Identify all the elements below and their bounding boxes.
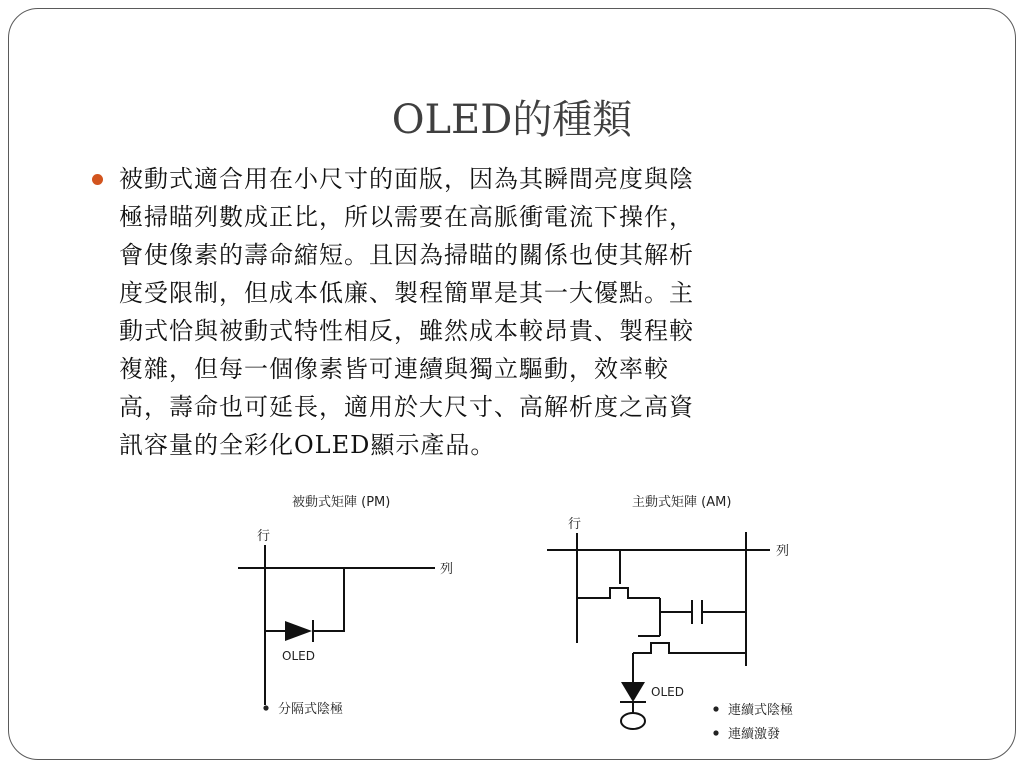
- am-note: 連續激發: [728, 727, 781, 742]
- am-oled-diode-icon: [621, 682, 645, 702]
- pm-title: 被動式矩陣 (PM): [292, 495, 391, 510]
- bullet-paragraph: [119, 160, 909, 464]
- bullet-line: 複雜，但每一個像素皆可連續與獨立驅動，效率較: [119, 355, 669, 383]
- pm-note: 分隔式陰極: [278, 702, 344, 717]
- bullet-line: 動式恰與被動式特性相反，雖然成本較昂貴、製程較: [119, 317, 694, 345]
- bullet-line: 訊容量的全彩化OLED顯示產品。: [119, 431, 496, 459]
- bullet-line: 會使像素的壽命縮短。且因為掃瞄的關係也使其解析: [119, 241, 694, 269]
- am-oled-label: OLED: [651, 685, 684, 699]
- pm-wire: [312, 568, 344, 631]
- am-cathode-icon: [621, 713, 645, 729]
- am-title: 主動式矩陣 (AM): [632, 495, 732, 510]
- am-drive-transistor: [633, 643, 746, 653]
- am-note-bullet-icon: [713, 706, 718, 711]
- am-note-bullet-icon: [713, 730, 718, 735]
- pm-row-label: 行: [257, 529, 271, 544]
- am-switch-transistor: [577, 588, 660, 598]
- am-row-label: 行: [568, 517, 582, 532]
- am-note: 連續式陰極: [728, 703, 794, 718]
- bullet-line: 被動式適合用在小尺寸的面版，因為其瞬間亮度與陰: [119, 165, 694, 193]
- matrix-diagram-svg: [230, 488, 827, 752]
- bullet-line: 極掃瞄列數成正比，所以需要在高脈衝電流下操作，: [119, 203, 694, 231]
- bullet-line: 度受限制，但成本低廉、製程簡單是其一大優點。主: [119, 279, 694, 307]
- pm-oled-label: OLED: [282, 649, 315, 663]
- pm-col-label: 列: [440, 562, 454, 577]
- pm-oled-diode-icon: [285, 621, 312, 641]
- pm-note-bullet-icon: [263, 705, 268, 710]
- oled-matrix-diagram: [230, 488, 827, 752]
- slide-title: OLED的種類: [391, 97, 633, 143]
- am-col-label: 列: [776, 544, 790, 559]
- bullet-line: 高，壽命也可延長，適用於大尺寸、高解析度之高資: [119, 393, 694, 421]
- bullet-icon: [92, 174, 103, 185]
